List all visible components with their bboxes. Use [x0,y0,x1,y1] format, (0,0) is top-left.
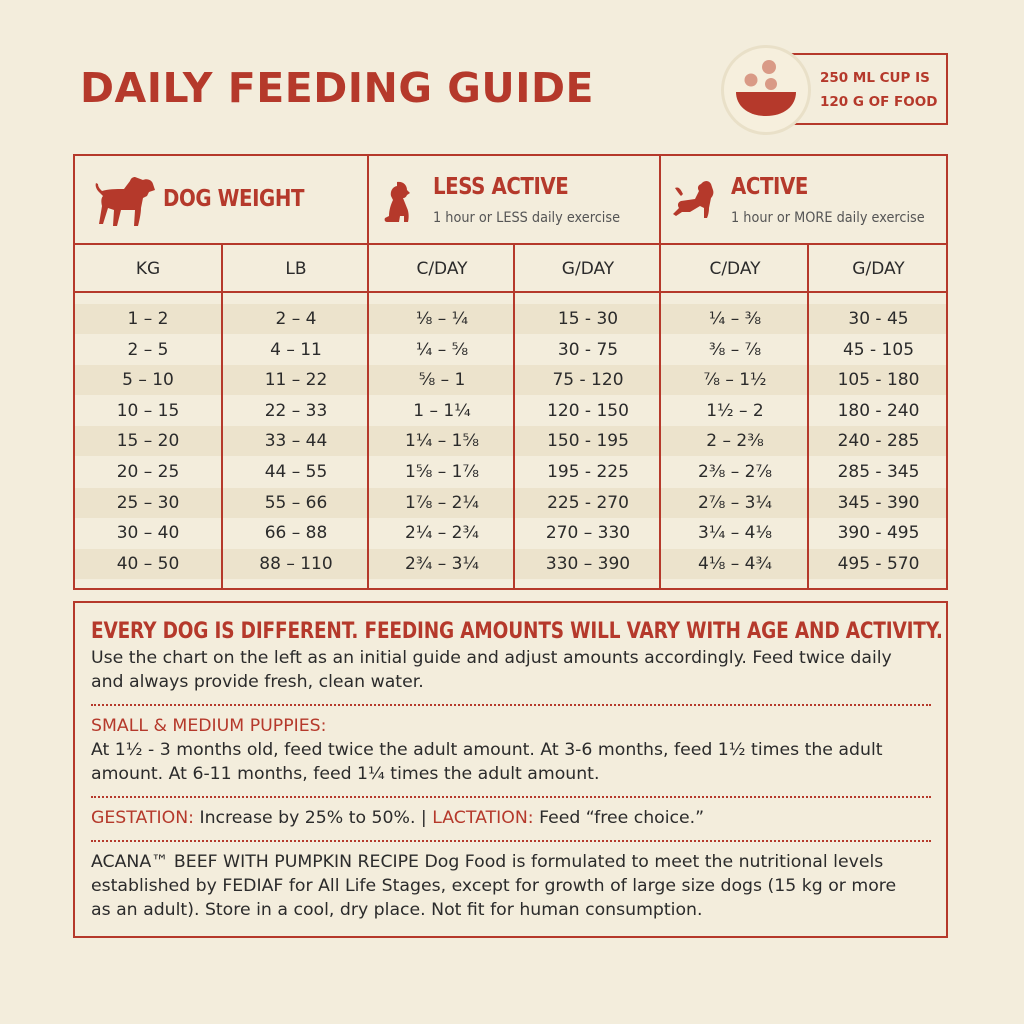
table-cell: 330 – 390 [545,553,631,574]
table-cell: ⅛ – ¼ [415,309,469,329]
table-cell: 55 – 66 [264,492,328,513]
table-cell: 44 – 55 [264,462,328,482]
table-cell: 2¼ – 2¾ [405,523,479,544]
col-header-less-active-grams: G/DAY [561,259,615,279]
col-header-active-grams: G/DAY [852,259,905,279]
table-cell: 1⅞ – 2¼ [405,492,479,513]
dotted-divider [91,796,931,798]
table-cell: 345 - 390 [837,492,920,513]
cup-info-badge [790,53,948,125]
dotted-divider [91,840,931,842]
table-cell: 22 – 33 [264,400,328,421]
table-cell: 105 - 180 [837,370,920,391]
col-header-active-cups: C/DAY [709,259,761,279]
column-divider [221,243,223,588]
table-cell: 495 - 570 [837,553,920,574]
table-cell: 15 – 20 [116,431,180,452]
page-title: DAILY FEEDING GUIDE [80,64,595,112]
table-cell: ⅝ – 1 [418,370,466,391]
table-cell: 3¼ – 4⅛ [698,523,772,544]
notes-headline: EVERY DOG IS DIFFERENT. FEEDING AMOUNTS WILL VARY WITH AGE AND ACTIVITY. [91,619,943,644]
table-cell: 5 – 10 [122,370,174,391]
table-cell: 1 – 1¼ [413,400,471,421]
table-cell: 270 – 330 [545,523,631,544]
group-less-active [369,156,659,245]
table-cell: 2 – 5 [127,339,169,360]
table-cell: 10 – 15 [116,400,180,421]
table-cell: 20 – 25 [116,462,180,482]
dog-sitting-icon [383,180,413,226]
col-header-kg: KG [135,259,161,279]
table-cell: 1¼ – 1⅝ [405,431,479,452]
badge-line-2: 120 G OF FOOD [820,94,938,110]
table-cell: 285 - 345 [837,462,920,482]
table-cell: 66 – 88 [264,523,328,544]
table-cell: 4 – 11 [270,339,322,360]
table-cell: 2 – 4 [275,309,317,329]
table-cell: 25 – 30 [116,492,180,513]
table-cell: 1½ – 2 [706,400,764,421]
notes-intro: Use the chart on the left as an initial guide and adjust amounts accordingly. Feed twice daily and always provide fresh, clean water. [91,648,892,692]
col-header-less-active-cups: C/DAY [416,259,468,279]
col-header-lb: LB [285,259,307,279]
lactation-text: Feed “free choice.” [533,808,705,828]
table-cell: 225 - 270 [547,492,629,513]
group-title-dog-weight: DOG WEIGHT [163,186,305,212]
table-cell: 390 - 495 [837,523,920,544]
group-subtitle-active: 1 hour or MORE daily exercise [731,210,925,226]
table-cell: 30 - 45 [848,309,909,329]
table-cell: 2¾ – 3¼ [405,553,479,574]
group-divider [367,156,369,588]
table-cell: 2⅞ – 3¼ [698,492,772,513]
table-cell: 88 – 110 [259,553,333,574]
table-cell: 30 – 40 [116,523,180,544]
table-cell: 11 – 22 [264,370,328,391]
group-subtitle-less-active: 1 hour or LESS daily exercise [433,210,621,226]
table-cell: 195 - 225 [547,462,629,482]
group-divider [659,156,661,588]
feeding-notes [73,601,948,938]
group-title-active: ACTIVE [731,174,808,200]
table-cell: 1 – 2 [127,309,169,329]
table-cell: 180 - 240 [837,400,920,421]
feeding-table [73,154,948,590]
gestation-lactation-line [91,806,921,830]
column-header-divider [75,291,946,293]
table-cell: 45 - 105 [842,339,915,360]
dog-playing-icon [671,180,717,220]
table-cell: ¼ – ⅝ [415,339,469,360]
group-dog-weight [75,156,367,245]
food-bowl-icon [724,48,808,132]
table-cell: 33 – 44 [264,431,328,452]
group-active [661,156,950,245]
puppies-text: At 1½ - 3 months old, feed twice the adult amount. At 3-6 months, feed 1½ times the adult amount. At 6-11 months, feed 1¼ times the adult amount. [91,740,883,784]
table-cell: 75 - 120 [552,370,624,391]
column-divider [513,243,515,588]
table-cell: 30 - 75 [557,339,619,360]
table-cell: 240 - 285 [837,431,920,452]
lactation-label: LACTATION: [432,808,534,828]
dog-standing-icon [93,174,157,228]
puppies-label: SMALL & MEDIUM PUPPIES: [91,716,327,736]
table-cell: ¼ – ⅜ [708,309,762,329]
table-cell: ⅜ – ⅞ [708,339,762,360]
table-cell: 1⅝ – 1⅞ [405,462,479,482]
table-cell: 40 – 50 [116,553,180,574]
gestation-text: Increase by 25% to 50%. | [193,808,433,828]
gestation-label: GESTATION: [91,808,194,828]
table-cell: 2 – 2⅜ [706,431,764,452]
column-divider [807,243,809,588]
disclaimer: ACANA™ BEEF WITH PUMPKIN RECIPE Dog Food is formulated to meet the nutritional levels established by FEDIAF for All Life Stages, except for growth of large size dogs (15 kg or more as an adult). Store in a cool, dry place. Not fit for human consumption. [91,852,897,920]
header-divider [75,243,946,245]
table-cell: 4⅛ – 4¾ [698,553,772,574]
table-cell: 150 - 195 [547,431,629,452]
table-cell: ⅞ – 1½ [703,370,767,391]
table-cell: 15 - 30 [557,309,619,329]
table-cell: 120 - 150 [547,400,629,421]
dotted-divider [91,704,931,706]
table-cell: 2⅜ – 2⅞ [698,462,772,482]
badge-line-1: 250 ML CUP IS [820,70,930,86]
group-title-less-active: LESS ACTIVE [433,174,569,200]
